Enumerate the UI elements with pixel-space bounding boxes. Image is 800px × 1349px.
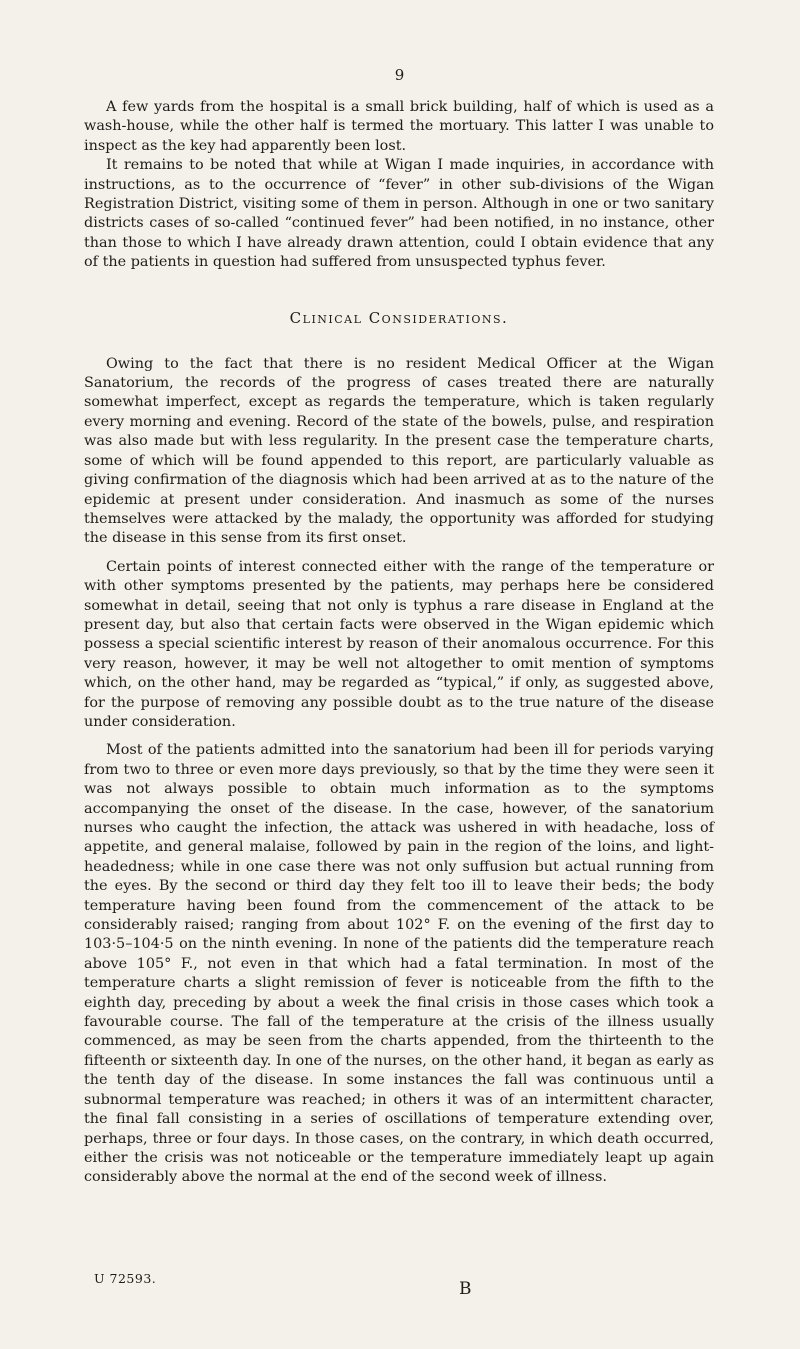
section-heading: Clinical Considerations. [289,308,509,327]
signature-mark: B [459,1279,472,1299]
page-footer [84,1271,714,1311]
paragraph-clinical-1: Owing to the fact that there is no resident Medical Officer at the Wigan Sanatorium, the records of the progress of cases treated there are naturally somewhat imperfect, except as regards the temperature, which is taken regularly every morning and evening. Record of the state of the bowels, pulse, and respiration was also made but with less regularity. In the present case the temperature charts, some of which will be found appended to this report, are particularly valuable as giving confirmation of the diagnosis which had been arrived at as to the nature of the epidemic at present under consideration. And inasmuch as some of the nurses themselves were attacked by the malady, the opportunity was afforded for studying the disease in this sense from its first onset. [84,355,714,547]
paragraph-intro-2: It remains to be noted that while at Wigan I made inquiries, in accordance with instructions, as to the occurrence of “fever” in other sub-divisions of the Wigan Registration District, visiting some of them in person. Although in one or two sanitary districts cases of so-called “continued fever” had been notified, in no instance, other than those to which I have already drawn attention, could I obtain evidence that any of the patients in question had suffered from unsuspected typhus fever. [84,157,714,271]
paragraph-clinical-2: Certain points of interest connected either with the range of the temperature or with other symptoms presented by the patients, may perhaps here be considered somewhat in detail, seeing that not only is typhus a rare disease in England at the present day, but also that certain facts were observed in the Wigan epidemic which possess a special scientific interest by reason of their anomalous occurrence. For this very reason, however, it may be well not altogether to omit mention of symptoms which, on the other hand, may be regarded as “typical,” if only, as suggested above, for the purpose of removing any possible doubt as to the true nature of the disease under consideration. [84,558,714,730]
print-code: U 72593. [94,1271,157,1286]
body-text [84,98,714,1188]
paragraph-intro-1: A few yards from the hospital is a small brick building, half of which is used as a wash-house, while the other half is termed the mortuary. This latter I was unable to inspect as the key had apparently been lost. [84,99,714,154]
page-number: 9 [394,66,406,84]
paragraph-clinical-3: Most of the patients admitted into the sanatorium had been ill for periods varying from two to three or even more days previously, so that by the time they were seen it was not always possible to obtain much information as to the symptoms accompanying the onset of the disease. In the case, however, of the sanatorium nurses who caught the infection, the attack was ushered in with headache, loss of appetite, and general malaise, followed by pain in the region of the loins, and light-headedness; while in one case there was not only suffusion but actual running from the eyes. By the second or third day they felt too ill to leave their beds; the body temperature having been found from the commencement of the attack to be considerably raised; ranging from about 102° F. on the evening of the first day to 103·5–104·5 on the ninth evening. In none of the patients did the temperature reach above 105° F., not even in that which had a fatal termination. In most of the temperature charts a slight remission of fever is noticeable from the fifth to the eighth day, preceding by about a week the final crisis in those cases which took a favourable course. The fall of the temperature at the crisis of the illness usually commenced, as may be seen from the charts appended, from the thirteenth to the fifteenth or sixteenth day. In one of the nurses, on the other hand, it began as early as the tenth day of the disease. In some instances the fall was continuous until a subnormal temperature was reached; in others it was of an intermittent character, the final fall consisting in a series of oscillations of temperature extending over, perhaps, three or four days. In those cases, on the contrary, in which death occurred, either the crisis was not noticeable or the temperature immediately leapt up again considerably above the normal at the end of the second week of illness. [84,742,714,1186]
